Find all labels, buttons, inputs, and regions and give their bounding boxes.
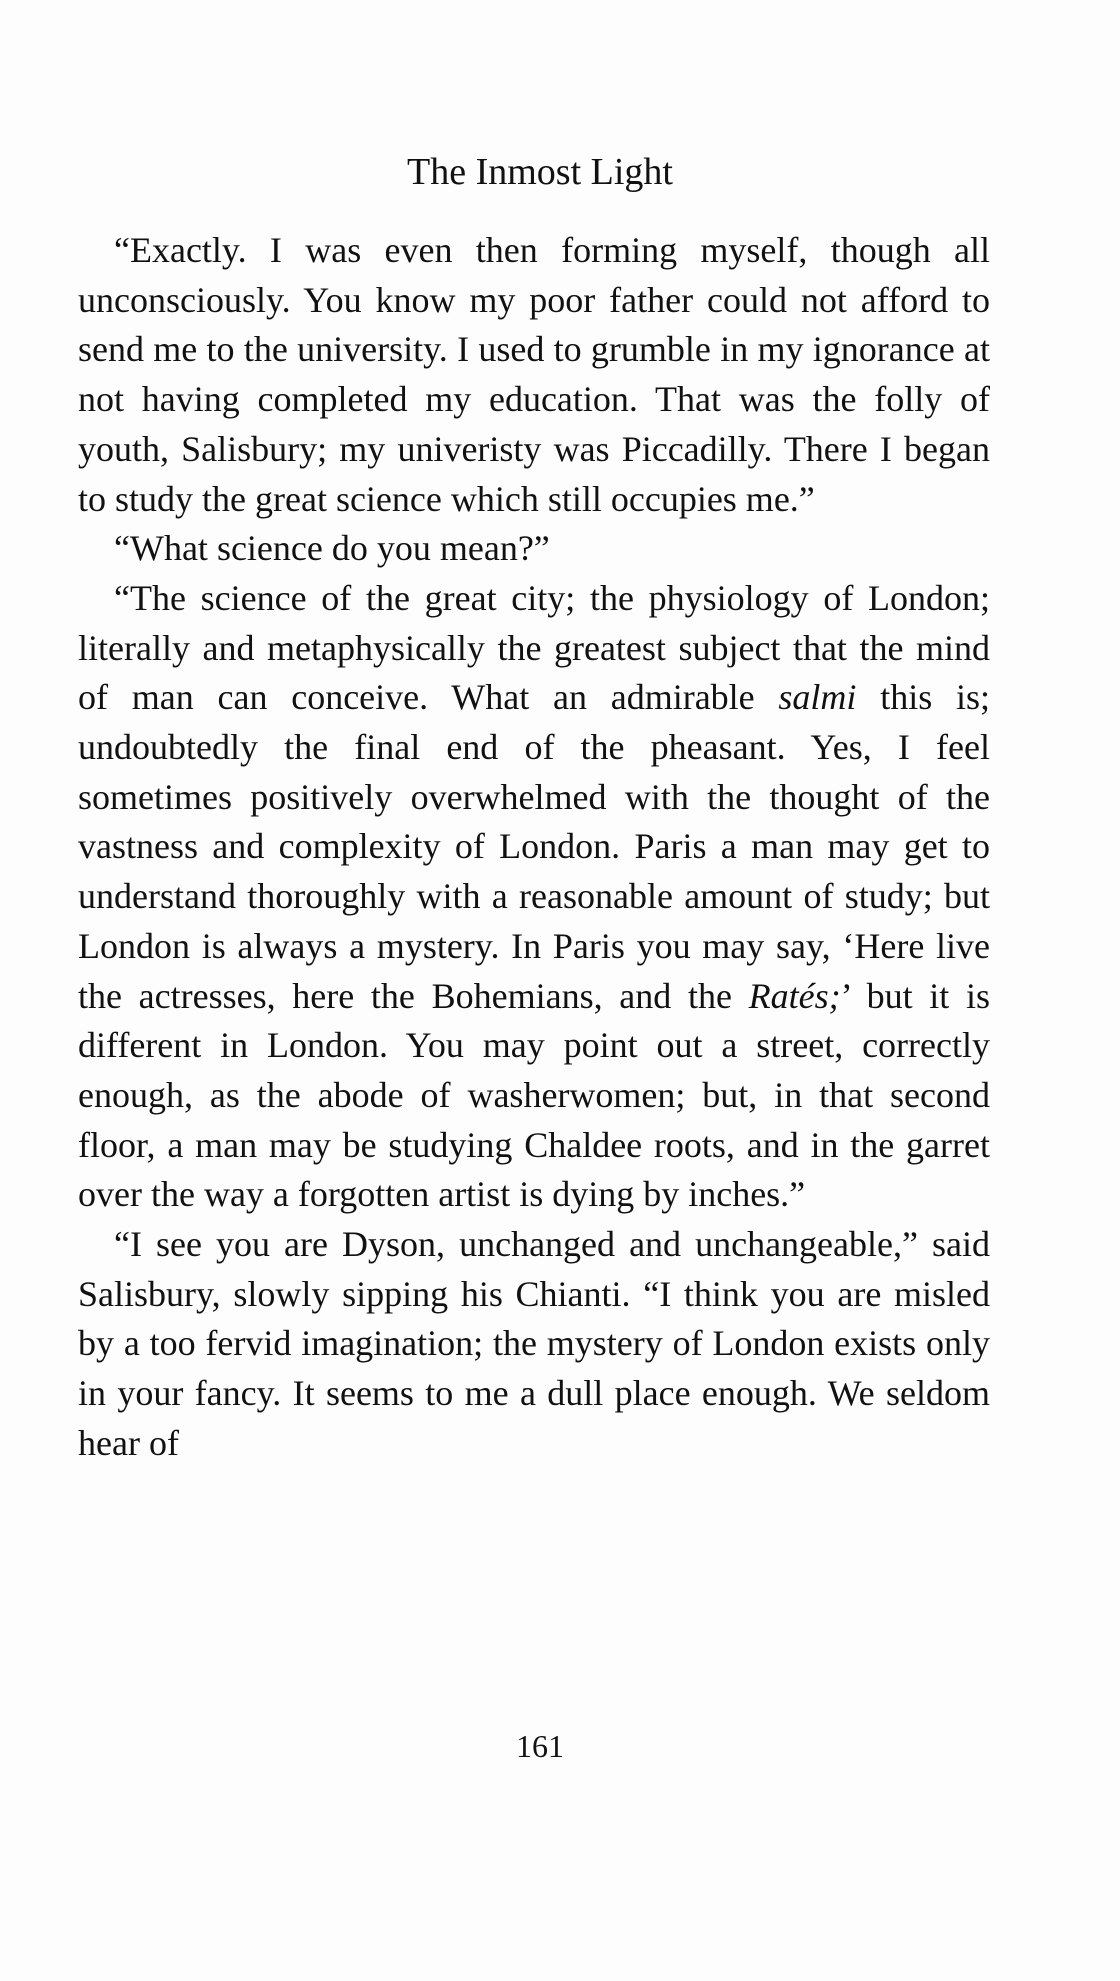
paragraph-1: “Exactly. I was even then forming myself, though all unconsciously. You know my poor father could not afford to send me to the university. I used to grumble in my ignorance at not having completed my education. That was the folly of youth, Salisbury; my univeristy was Piccadilly. There I began to study the great science which still occupies me.” xyxy=(78,230,990,519)
body-text xyxy=(78,226,990,1469)
paragraph-3-text-a: “The science of the great city; the physiology of London; literally and metaphysically the greatest subject that the mind of man can conceive. What an admirable xyxy=(78,577,990,718)
page-number: 161 xyxy=(516,1728,564,1764)
paragraph-3 xyxy=(78,574,990,1220)
italic-rates: Ratés; xyxy=(748,975,841,1016)
paragraph-3-text-e: ’ but it is different in London. You may point out a street, correctly enough, as the abode of washerwomen; but, in that second floor, a man may be studying Chaldee roots, and in the garret over the way a forgotten artist is dying by inches.” xyxy=(78,975,990,1215)
paragraph-3-text-c: this is; undoubtedly the final end of the pheasant. Yes, I feel sometimes positively overwhelmed with the thought of the vastness and complexity of London. Paris a man may get to understand thoroughly with a reasonable amount of study; but London is always a mystery. In Paris you may say, ‘Here live the actresses, here the Bohemians, and the xyxy=(78,677,990,1016)
paragraph-4: “I see you are Dyson, unchanged and unchangeable,” said Salisbury, slowly sipping his Chianti. “I think you are misled by a too fervid imagination; the mystery of London exists only in your fancy. It seems to me a dull place enough. We seldom hear of xyxy=(78,1224,990,1463)
running-head: The Inmost Light xyxy=(407,151,673,193)
italic-salmi: salmi xyxy=(778,677,857,718)
paragraph-2: “What science do you mean?” xyxy=(114,528,550,569)
